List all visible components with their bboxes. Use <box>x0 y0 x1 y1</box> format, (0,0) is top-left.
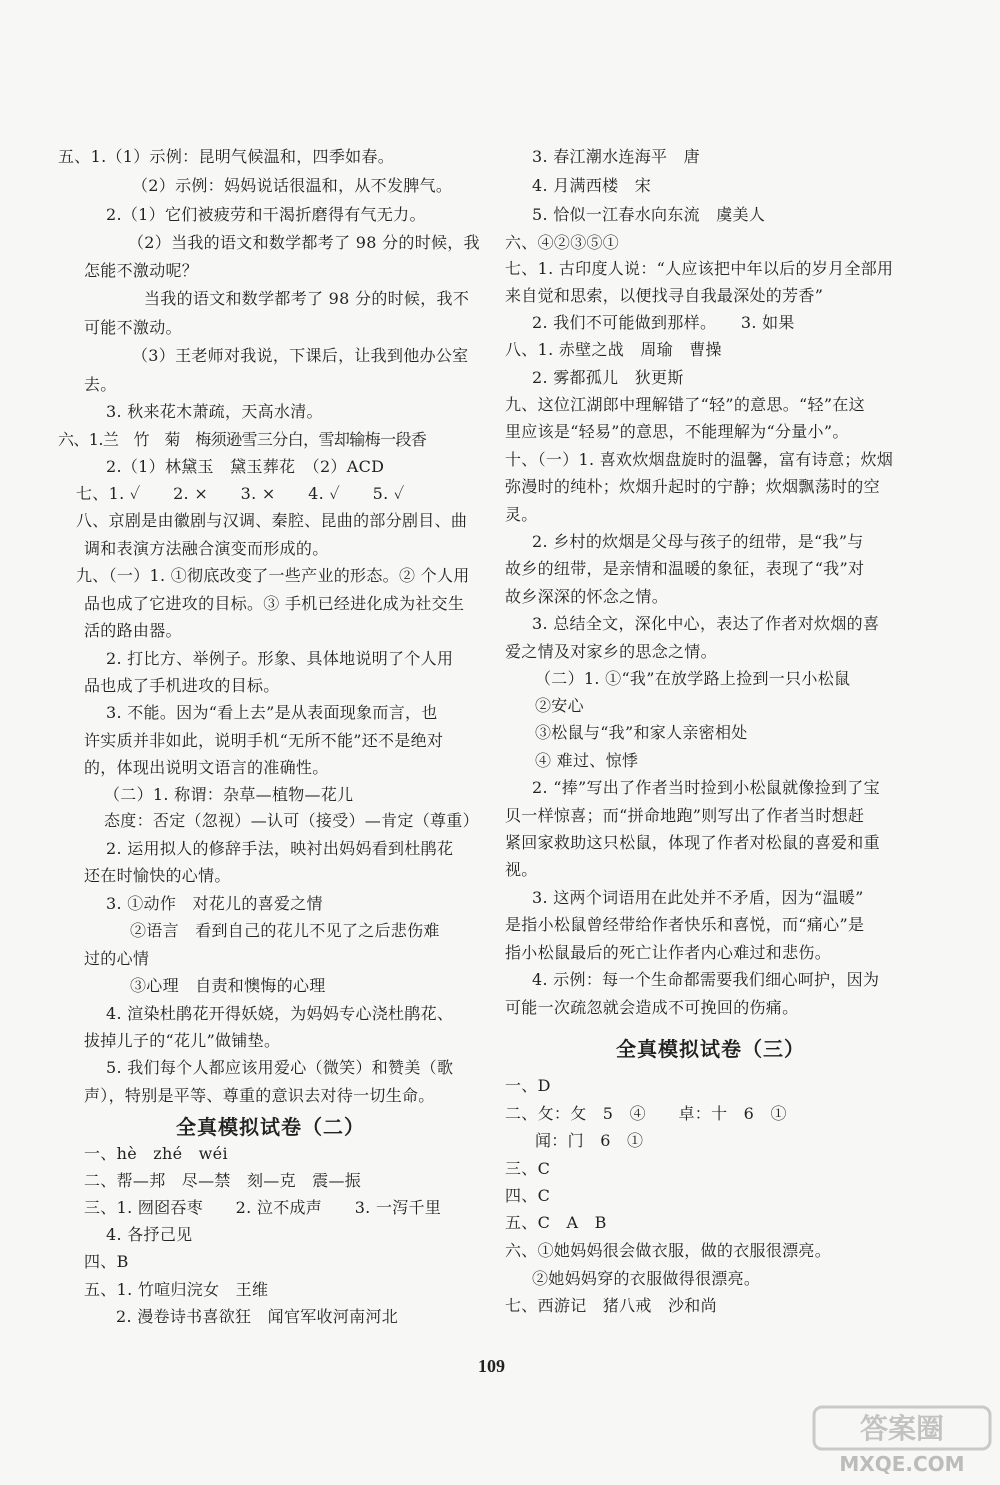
left-answer-line: 5. 我们每个人都应该用爱心（微笑）和赞美（歌 <box>106 1058 454 1077</box>
right-answer-line: 2. 乡村的炊烟是父母与孩子的纽带，是“我”与 <box>532 532 864 551</box>
right-answer-line: 七、1. 古印度人说：“人应该把中年以后的岁月全部用 <box>505 259 894 278</box>
left-answer-line: 3. 秋来花木萧疏，天高水清。 <box>106 402 323 421</box>
left-answer-line: ③心理 自责和懊悔的心理 <box>130 976 326 995</box>
left-answer-line: 三、1. 囫囵吞枣 2. 泣不成声 3. 一泻千里 <box>84 1198 442 1217</box>
left-answer-line: 去。 <box>84 375 117 394</box>
left-answer-line: 2. 打比方、举例子。形象、具体地说明了个人用 <box>106 649 454 668</box>
right-answer-line: 灵。 <box>505 505 538 524</box>
right-answer-line: 六、④②③⑤① <box>505 233 620 252</box>
left-answer-line: 态度：否定（忽视）—认可（接受）—肯定（尊重） <box>104 811 479 830</box>
right-answer-line: 九、这位江湖郎中理解错了“轻”的意思。“轻”在这 <box>505 395 865 414</box>
left-answer-line: 4. 渲染杜鹃花开得妖娆，为妈妈专心浇杜鹃花、 <box>106 1004 454 1023</box>
right-answer-line: 六、①她妈妈很会做衣服，做的衣服很漂亮。 <box>505 1241 832 1260</box>
left-answer-line: 品也成了它进攻的目标。③ 手机已经进化成为社交生 <box>84 594 465 613</box>
left-answer-line: 2. 运用拟人的修辞手法，映衬出妈妈看到杜鹃花 <box>106 839 454 858</box>
left-answer-line: 过的心情 <box>84 949 150 968</box>
right-answer-line: 二、攵：攵 5 ④ 卓：十 6 ① <box>505 1104 787 1123</box>
right-answer-line: 一、D <box>505 1076 551 1095</box>
left-answer-line: 品也成了手机进攻的目标。 <box>84 676 280 695</box>
left-answer-line: 调和表演方法融合演变而形成的。 <box>84 539 329 558</box>
right-answer-line: 视。 <box>505 860 538 879</box>
left-answer-line: 五、1. 竹喧归浣女 王维 <box>84 1280 269 1299</box>
right-answer-line: 四、C <box>505 1186 551 1205</box>
left-answer-line: （2）示例：妈妈说话很温和，从不发脾气。 <box>132 176 453 195</box>
section-title-3: 全真模拟试卷（三） <box>616 1037 805 1061</box>
left-answer-line: 六、1.兰 竹 菊 梅须逊雪三分白，雪却输梅一段香 <box>58 430 427 449</box>
left-answer-line: （二）1. 称谓：杂草—植物—花儿 <box>104 785 354 804</box>
left-answer-line: 拔掉儿子的“花儿”做铺垫。 <box>84 1031 281 1050</box>
right-answer-line: （二）1. ①“我”在放学路上捡到一只小松鼠 <box>535 669 851 688</box>
watermark-logo <box>812 1405 992 1477</box>
left-answer-line: 八、京剧是由徽剧与汉调、秦腔、昆曲的部分剧目、曲 <box>76 511 468 530</box>
watermark-bottom-text: MXQE.COM <box>839 1452 965 1476</box>
left-answer-line: 的，体现出说明文语言的准确性。 <box>84 758 329 777</box>
left-answer-line: 2.（1）它们被疲劳和干渴折磨得有气无力。 <box>106 205 426 224</box>
left-answer-line: 声），特别是平等、尊重的意识去对待一切生命。 <box>84 1086 435 1105</box>
right-answer-line: 贝一样惊喜；而“拼命地跑”则写出了作者当时想赶 <box>505 806 865 825</box>
watermark-top-text: 答案圈 <box>859 1412 945 1445</box>
right-answer-line: 爱之情及对家乡的思念之情。 <box>505 642 717 661</box>
left-answer-line: 许实质并非如此，说明手机“无所不能”还不是绝对 <box>84 731 444 750</box>
right-answer-line: 三、C <box>505 1159 551 1178</box>
left-answer-line: 2. 漫卷诗书喜欲狂 闻官军收河南河北 <box>116 1307 399 1326</box>
right-answer-line: 故乡深深的怀念之情。 <box>505 587 669 606</box>
right-answer-line: 八、1. 赤壁之战 周瑜 曹操 <box>505 340 722 359</box>
right-answer-line: 五、C A B <box>505 1213 607 1232</box>
right-answer-line: 弥漫时的纯朴；炊烟升起时的宁静；炊烟飘荡时的空 <box>505 477 880 496</box>
left-answer-line: 七、1. ✓ 2. × 3. × 4. ✓ 5. ✓ <box>76 484 405 503</box>
left-answer-line: 当我的语文和数学都考了 98 分的时候，我不 <box>144 289 470 308</box>
right-answer-line: ②她妈妈穿的衣服做得很漂亮。 <box>532 1269 761 1288</box>
left-answer-line: 活的路由器。 <box>84 621 182 640</box>
right-answer-line: 可能一次疏忽就会造成不可挽回的伤痛。 <box>505 998 799 1017</box>
right-answer-line: 紧回家救助这只松鼠，体现了作者对松鼠的喜爱和重 <box>505 833 880 852</box>
right-answer-line: ③松鼠与“我”和家人亲密相处 <box>535 723 748 742</box>
right-answer-line: 4. 示例：每一个生命都需要我们细心呵护，因为 <box>532 970 880 989</box>
right-answer-line: 故乡的纽带，是亲情和温暖的象征，表现了“我”对 <box>505 559 865 578</box>
left-answer-line: （3）王老师对我说，下课后，让我到他办公室 <box>132 346 469 365</box>
left-answer-line: 二、帮—邦 尽—禁 刻—克 震—振 <box>84 1171 362 1190</box>
right-answer-line: 2. 雾都孤儿 狄更斯 <box>532 368 684 387</box>
right-answer-line: 2. 我们不可能做到那样。 3. 如果 <box>532 313 795 332</box>
left-answer-line: 可能不激动。 <box>84 318 182 337</box>
left-answer-line: 3. 不能。因为“看上去”是从表面现象而言，也 <box>106 703 438 722</box>
right-answer-line: 3. 春江潮水连海平 唐 <box>532 147 700 166</box>
right-answer-line: ②安心 <box>535 696 584 715</box>
left-answer-line: 四、B <box>84 1252 129 1271</box>
right-answer-line: 里应该是“轻易”的意思，不能理解为“分量小”。 <box>505 422 849 441</box>
right-answer-line: 2. “捧”写出了作者当时捡到小松鼠就像捡到了宝 <box>532 778 880 797</box>
left-answer-line: 九、（一）1. ①彻底改变了一些产业的形态。② 个人用 <box>76 566 470 585</box>
left-answer-line: 五、1.（1）示例：昆明气候温和，四季如春。 <box>58 147 395 166</box>
right-answer-line: 5. 恰似一江春水向东流 虞美人 <box>532 205 766 224</box>
right-answer-line: 来自觉和思索，以便找寻自我最深处的芳香” <box>505 286 824 305</box>
left-answer-line: 一、hè zhé wéi <box>84 1144 228 1163</box>
right-answer-line: 4. 月满西楼 宋 <box>532 176 652 195</box>
right-answer-line: 七、西游记 猪八戒 沙和尚 <box>505 1296 717 1315</box>
left-answer-line: 还在时愉快的心情。 <box>84 866 231 885</box>
right-answer-line: 3. 总结全文，深化中心，表达了作者对炊烟的喜 <box>532 614 880 633</box>
right-answer-line: ④ 难过、惊悸 <box>535 751 639 770</box>
section-title-2: 全真模拟试卷（二） <box>176 1115 365 1139</box>
right-answer-line: 是指小松鼠曾经带给作者快乐和喜悦，而“痛心”是 <box>505 915 865 934</box>
right-answer-line: 闻：门 6 ① <box>535 1131 644 1150</box>
left-answer-line: 2.（1）林黛玉 黛玉葬花 （2）ACD <box>106 457 385 476</box>
left-answer-line: 怎能不激动呢？ <box>84 261 199 280</box>
left-answer-line: 4. 各抒己见 <box>106 1225 193 1244</box>
right-answer-line: 指小松鼠最后的死亡让作者内心难过和悲伤。 <box>505 943 832 962</box>
left-answer-line: 3. ①动作 对花儿的喜爱之情 <box>106 894 323 913</box>
right-answer-line: 十、（一）1. 喜欢炊烟盘旋时的温馨，富有诗意；炊烟 <box>505 450 894 469</box>
left-answer-line: （2）当我的语文和数学都考了 98 分的时候，我 <box>128 233 480 252</box>
right-answer-line: 3. 这两个词语用在此处并不矛盾，因为“温暖” <box>532 888 864 907</box>
left-answer-line: ②语言 看到自己的花儿不见了之后悲伤难 <box>130 921 440 940</box>
page-number: 109 <box>478 1356 505 1376</box>
